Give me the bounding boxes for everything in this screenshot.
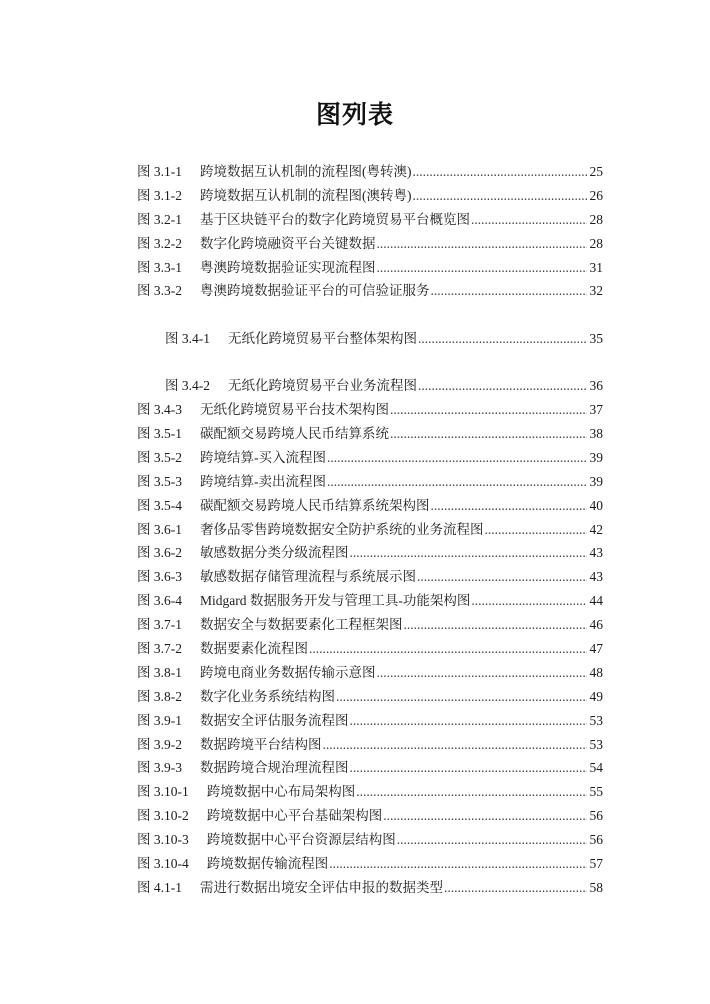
figure-entry — [137, 852, 603, 876]
dot-leader — [350, 541, 587, 565]
figure-caption: 基于区块链平台的数字化跨境贸易平台概览图 — [200, 211, 470, 227]
figure-entry — [137, 661, 603, 685]
dot-leader — [418, 374, 587, 398]
figure-number: 图 3.4-3 — [137, 402, 182, 418]
figure-number: 图 3.10-3 — [137, 832, 189, 848]
figure-entry — [137, 756, 603, 780]
figure-entry — [137, 828, 603, 852]
page-number: 32 — [589, 283, 603, 299]
figure-number: 图 3.7-2 — [137, 641, 182, 657]
dot-leader — [350, 709, 587, 733]
figure-number: 图 3.10-2 — [137, 808, 189, 824]
dot-leader — [390, 398, 587, 422]
figure-caption: 跨境电商业务数据传输示意图 — [200, 664, 376, 680]
dot-leader — [471, 208, 587, 232]
figure-caption: 跨境数据互认机制的流程图(澳转粤) — [200, 187, 412, 203]
figure-entry — [137, 256, 603, 280]
dot-leader — [329, 852, 586, 876]
figure-caption: 跨境结算-买入流程图 — [200, 449, 326, 465]
page-number: 48 — [589, 664, 603, 680]
page-number: 58 — [589, 879, 603, 895]
figure-entry — [137, 184, 603, 208]
dot-leader — [327, 446, 587, 470]
figure-number: 图 3.2-1 — [137, 211, 182, 227]
figure-caption: Midgard 数据服务开发与管理工具-功能架构图 — [200, 593, 471, 609]
figure-number: 图 3.1-1 — [137, 164, 182, 179]
figure-number: 图 3.5-3 — [137, 473, 182, 489]
figure-entry — [137, 565, 603, 589]
page-number: 28 — [589, 211, 603, 227]
figure-number: 图 3.3-1 — [137, 259, 182, 275]
figure-entry — [137, 232, 603, 256]
figure-caption: 数据安全与数据要素化工程框架图 — [200, 617, 403, 633]
figure-caption: 无纸化跨境贸易平台整体架构图 — [228, 331, 417, 347]
figure-caption: 数据跨境合规治理流程图 — [200, 760, 349, 776]
page-number: 56 — [589, 808, 603, 824]
figure-caption: 跨境数据中心平台基础架构图 — [206, 808, 383, 824]
figure-caption: 无纸化跨境贸易平台技术架构图 — [200, 402, 389, 418]
figure-caption: 敏感数据存储管理流程与系统展示图 — [200, 569, 416, 585]
figure-caption: 粤澳跨境数据验证实现流程图 — [200, 259, 376, 275]
dot-leader — [413, 184, 587, 208]
page-number: 37 — [589, 402, 603, 418]
figure-number: 图 3.10-4 — [137, 856, 189, 872]
figure-number: 图 3.6-2 — [137, 545, 182, 561]
dot-leader — [431, 494, 587, 518]
figure-entry — [137, 541, 603, 565]
figure-number: 图 3.10-1 — [137, 784, 189, 800]
page-number: 43 — [589, 545, 603, 561]
dot-leader — [377, 256, 587, 280]
figure-caption: 数字化业务系统结构图 — [200, 688, 335, 704]
page-number: 28 — [589, 235, 603, 251]
page-number: 36 — [589, 378, 603, 394]
dot-leader — [323, 733, 587, 757]
figure-entry — [137, 327, 603, 351]
figure-number: 图 4.1-1 — [137, 879, 182, 895]
dot-leader — [327, 470, 587, 494]
figure-number: 图 3.8-2 — [137, 688, 182, 704]
figure-number: 图 3.4-2 — [165, 378, 210, 394]
figure-entry — [137, 470, 603, 494]
figure-caption: 数据跨境平台结构图 — [200, 736, 322, 752]
figure-entry — [137, 685, 603, 709]
dot-leader — [471, 589, 586, 613]
figure-caption: 无纸化跨境贸易平台业务流程图 — [228, 378, 417, 394]
figure-caption: 数据安全评估服务流程图 — [200, 712, 349, 728]
figure-caption: 跨境数据传输流程图 — [206, 856, 329, 872]
dot-leader — [309, 637, 587, 661]
figure-entry — [137, 780, 603, 804]
figure-entry — [137, 637, 603, 661]
page-number: 40 — [589, 497, 603, 513]
figure-number: 图 3.8-1 — [137, 664, 182, 680]
figure-caption: 粤澳跨境数据验证平台的可信验证服务 — [200, 283, 430, 299]
figure-entry — [137, 374, 603, 398]
page-number: 56 — [589, 832, 603, 848]
figure-caption: 需进行数据出境安全评估申报的数据类型 — [200, 879, 443, 895]
figure-number: 图 3.6-1 — [137, 521, 182, 537]
figure-entry — [137, 733, 603, 757]
page-number: 25 — [589, 164, 603, 179]
figure-list — [137, 160, 603, 900]
figure-entry — [137, 446, 603, 470]
page-number: 44 — [589, 593, 603, 609]
page-number: 46 — [589, 617, 603, 633]
figure-entry — [137, 160, 603, 184]
figure-number: 图 3.4-1 — [165, 331, 210, 347]
dot-leader — [350, 756, 587, 780]
dot-leader — [383, 804, 586, 828]
figure-entry — [137, 589, 603, 613]
figure-entry — [137, 398, 603, 422]
figure-entry — [137, 804, 603, 828]
figure-caption: 跨境数据互认机制的流程图(粤转澳) — [200, 164, 412, 179]
page-number: 54 — [589, 760, 603, 776]
figure-entry — [137, 494, 603, 518]
figure-caption: 数字化跨境融资平台关键数据 — [200, 235, 376, 251]
page-number: 43 — [589, 569, 603, 585]
figure-caption: 数据要素化流程图 — [200, 641, 308, 657]
dot-leader — [356, 780, 586, 804]
page-number: 53 — [589, 736, 603, 752]
dot-leader — [444, 876, 587, 900]
figure-number: 图 3.6-3 — [137, 569, 182, 585]
page-number: 55 — [589, 784, 603, 800]
figure-number: 图 3.7-1 — [137, 617, 182, 633]
figure-entry — [137, 208, 603, 232]
figure-entry — [137, 518, 603, 542]
figure-entry — [137, 613, 603, 637]
page-number: 39 — [589, 473, 603, 489]
figure-number: 图 3.9-1 — [137, 712, 182, 728]
dot-leader — [418, 327, 587, 351]
figure-caption: 跨境结算-卖出流程图 — [200, 473, 326, 489]
dot-leader — [417, 565, 587, 589]
page-number: 39 — [589, 449, 603, 465]
figure-number: 图 3.6-4 — [137, 593, 182, 609]
figure-number: 图 3.5-4 — [137, 497, 182, 513]
figure-number: 图 3.3-2 — [137, 283, 182, 299]
page-number: 26 — [589, 187, 603, 203]
figure-entry — [137, 709, 603, 733]
figure-number: 图 3.9-2 — [137, 736, 182, 752]
page-title: 图列表 — [315, 100, 394, 129]
dot-leader — [404, 613, 587, 637]
page-number: 31 — [589, 259, 603, 275]
figure-caption: 敏感数据分类分级流程图 — [200, 545, 349, 561]
figure-number: 图 3.5-1 — [137, 426, 182, 442]
page-number: 47 — [589, 641, 603, 657]
figure-caption: 碳配额交易跨境人民币结算系统 — [200, 426, 389, 442]
figure-caption: 碳配额交易跨境人民币结算系统架构图 — [200, 497, 430, 513]
page-number: 35 — [589, 331, 603, 347]
figure-number: 图 3.9-3 — [137, 760, 182, 776]
page-number: 53 — [589, 712, 603, 728]
figure-caption: 奢侈品零售跨境数据安全防护系统的业务流程图 — [200, 521, 484, 537]
figure-caption: 跨境数据中心平台资源层结构图 — [206, 832, 396, 848]
dot-leader — [431, 279, 587, 303]
figure-number: 图 3.2-2 — [137, 235, 182, 251]
dot-leader — [336, 685, 587, 709]
dot-leader — [397, 828, 587, 852]
figure-number: 图 3.5-2 — [137, 449, 182, 465]
dot-leader — [377, 232, 587, 256]
figure-entry — [137, 422, 603, 446]
dot-leader — [413, 160, 587, 184]
dot-leader — [390, 422, 587, 446]
page-number: 57 — [589, 856, 603, 872]
figure-entry — [137, 876, 603, 900]
page-number: 42 — [589, 521, 603, 537]
dot-leader — [485, 518, 587, 542]
page-number: 38 — [589, 426, 603, 442]
figure-number: 图 3.1-2 — [137, 187, 182, 203]
figure-caption: 跨境数据中心布局架构图 — [206, 784, 356, 800]
dot-leader — [377, 661, 587, 685]
figure-entry — [137, 279, 603, 303]
page-number: 49 — [589, 688, 603, 704]
